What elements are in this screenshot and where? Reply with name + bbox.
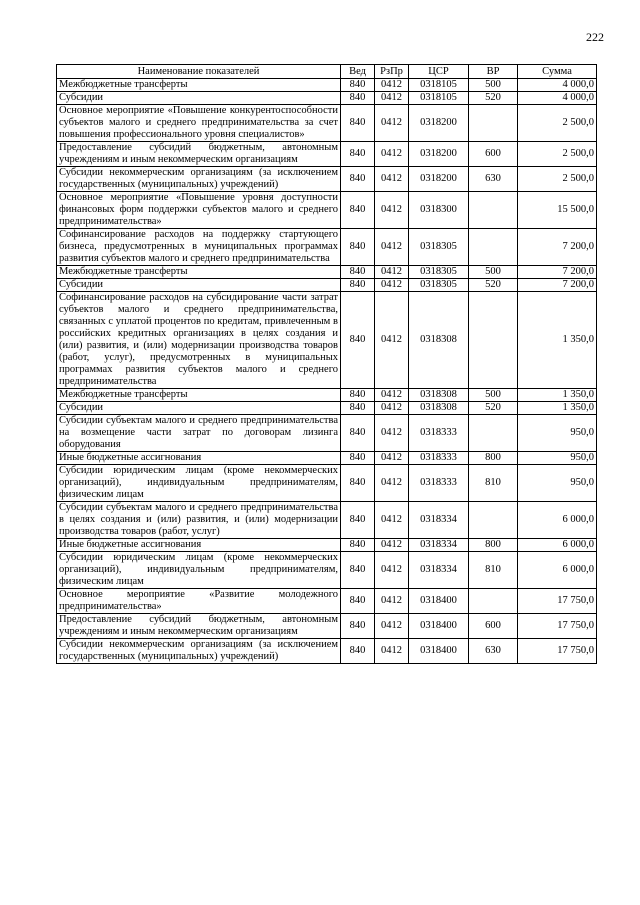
cell-sum: 4 000,0: [518, 79, 597, 92]
cell-rzpr: 0412: [375, 279, 409, 292]
cell-name: Субсидии юридическим лицам (кроме некоммерческих организаций), индивидуальным предпринимателям, физическим лицам: [57, 465, 341, 502]
table-row: [57, 279, 597, 292]
cell-vr: 600: [469, 142, 518, 167]
cell-ved: 840: [341, 105, 375, 142]
cell-csr: 0318308: [409, 402, 469, 415]
cell-rzpr: 0412: [375, 92, 409, 105]
cell-vr: 500: [469, 389, 518, 402]
table-row: [57, 502, 597, 539]
cell-name: Межбюджетные трансферты: [57, 79, 341, 92]
cell-name: Иные бюджетные ассигнования: [57, 452, 341, 465]
cell-sum: 17 750,0: [518, 614, 597, 639]
cell-ved: 840: [341, 79, 375, 92]
cell-ved: 840: [341, 452, 375, 465]
cell-name: Основное мероприятие «Повышение конкурентоспособности субъектов малого и среднего предпринимательства за счет повышения профессионального уровня специалистов»: [57, 105, 341, 142]
cell-csr: 0318400: [409, 639, 469, 664]
table-row: [57, 402, 597, 415]
cell-ved: 840: [341, 142, 375, 167]
cell-name: Основное мероприятие «Повышение уровня доступности финансовых форм поддержки субъектов малого и среднего предпринимательства»: [57, 192, 341, 229]
cell-rzpr: 0412: [375, 167, 409, 192]
cell-sum: 1 350,0: [518, 402, 597, 415]
table-row: [57, 389, 597, 402]
cell-ved: 840: [341, 167, 375, 192]
cell-rzpr: 0412: [375, 552, 409, 589]
cell-vr: [469, 105, 518, 142]
cell-vr: 600: [469, 614, 518, 639]
table-header-row: [57, 65, 597, 79]
header-sum: Сумма: [518, 65, 597, 79]
cell-sum: 17 750,0: [518, 589, 597, 614]
cell-vr: 500: [469, 79, 518, 92]
cell-name: Предоставление субсидий бюджетным, автономным учреждениям и иным некоммерческим организациям: [57, 614, 341, 639]
page-number: 222: [586, 30, 604, 44]
cell-rzpr: 0412: [375, 614, 409, 639]
cell-csr: 0318200: [409, 105, 469, 142]
cell-sum: 950,0: [518, 415, 597, 452]
cell-rzpr: 0412: [375, 105, 409, 142]
cell-csr: 0318334: [409, 502, 469, 539]
cell-sum: 4 000,0: [518, 92, 597, 105]
table-row: [57, 452, 597, 465]
table-row: [57, 614, 597, 639]
cell-sum: 6 000,0: [518, 502, 597, 539]
cell-ved: 840: [341, 389, 375, 402]
cell-rzpr: 0412: [375, 502, 409, 539]
cell-csr: 0318305: [409, 266, 469, 279]
cell-rzpr: 0412: [375, 639, 409, 664]
cell-vr: [469, 192, 518, 229]
cell-rzpr: 0412: [375, 266, 409, 279]
cell-ved: 840: [341, 589, 375, 614]
cell-rzpr: 0412: [375, 79, 409, 92]
cell-sum: 7 200,0: [518, 229, 597, 266]
cell-csr: 0318400: [409, 614, 469, 639]
cell-vr: 800: [469, 452, 518, 465]
table-row: [57, 639, 597, 664]
cell-ved: 840: [341, 266, 375, 279]
table-row: [57, 552, 597, 589]
cell-rzpr: 0412: [375, 192, 409, 229]
table-row: [57, 415, 597, 452]
table-row: [57, 79, 597, 92]
cell-vr: 630: [469, 167, 518, 192]
cell-name: Субсидии некоммерческим организациям (за исключением государственных (муниципальных) учреждений): [57, 167, 341, 192]
cell-sum: 7 200,0: [518, 266, 597, 279]
cell-ved: 840: [341, 402, 375, 415]
cell-ved: 840: [341, 415, 375, 452]
cell-vr: 520: [469, 402, 518, 415]
cell-rzpr: 0412: [375, 589, 409, 614]
cell-csr: 0318400: [409, 589, 469, 614]
cell-vr: [469, 292, 518, 389]
cell-name: Основное мероприятие «Развитие молодежного предпринимательства»: [57, 589, 341, 614]
table-row: [57, 465, 597, 502]
cell-name: Субсидии: [57, 92, 341, 105]
cell-rzpr: 0412: [375, 465, 409, 502]
cell-name: Субсидии субъектам малого и среднего предпринимательства в целях создания и (или) развития, и (или) модернизации производства товаров (работ, услуг): [57, 502, 341, 539]
cell-csr: 0318200: [409, 142, 469, 167]
cell-ved: 840: [341, 502, 375, 539]
cell-vr: [469, 229, 518, 266]
cell-name: Иные бюджетные ассигнования: [57, 539, 341, 552]
cell-name: Субсидии некоммерческим организациям (за исключением государственных (муниципальных) учреждений): [57, 639, 341, 664]
cell-vr: [469, 415, 518, 452]
cell-rzpr: 0412: [375, 539, 409, 552]
cell-csr: 0318305: [409, 279, 469, 292]
cell-rzpr: 0412: [375, 292, 409, 389]
cell-ved: 840: [341, 92, 375, 105]
cell-rzpr: 0412: [375, 452, 409, 465]
cell-rzpr: 0412: [375, 389, 409, 402]
cell-name: Межбюджетные трансферты: [57, 266, 341, 279]
table-row: [57, 192, 597, 229]
cell-name: Субсидии: [57, 402, 341, 415]
cell-name: Субсидии юридическим лицам (кроме некоммерческих организаций), индивидуальным предпринимателям, физическим лицам: [57, 552, 341, 589]
cell-vr: 500: [469, 266, 518, 279]
cell-sum: 6 000,0: [518, 539, 597, 552]
cell-sum: 2 500,0: [518, 142, 597, 167]
cell-sum: 1 350,0: [518, 389, 597, 402]
cell-sum: 950,0: [518, 452, 597, 465]
cell-sum: 17 750,0: [518, 639, 597, 664]
table-row: [57, 266, 597, 279]
cell-rzpr: 0412: [375, 415, 409, 452]
cell-name: Субсидии субъектам малого и среднего предпринимательства на возмещение части затрат по договорам лизинга оборудования: [57, 415, 341, 452]
cell-sum: 7 200,0: [518, 279, 597, 292]
header-name: Наименование показателей: [57, 65, 341, 79]
cell-name: Софинансирование расходов на поддержку стартующего бизнеса, предусмотренных в муниципальных программах развития субъектов малого и среднего предпринимательства: [57, 229, 341, 266]
table-row: [57, 539, 597, 552]
cell-csr: 0318105: [409, 79, 469, 92]
table-row: [57, 589, 597, 614]
cell-ved: 840: [341, 229, 375, 266]
cell-csr: 0318105: [409, 92, 469, 105]
cell-vr: 520: [469, 92, 518, 105]
budget-table: [56, 64, 597, 664]
header-ved: Вед: [341, 65, 375, 79]
header-vr: ВР: [469, 65, 518, 79]
table-row: [57, 105, 597, 142]
cell-name: Субсидии: [57, 279, 341, 292]
header-csr: ЦСР: [409, 65, 469, 79]
table-row: [57, 229, 597, 266]
cell-sum: 6 000,0: [518, 552, 597, 589]
cell-csr: 0318300: [409, 192, 469, 229]
table-row: [57, 142, 597, 167]
cell-csr: 0318333: [409, 465, 469, 502]
cell-csr: 0318333: [409, 452, 469, 465]
cell-rzpr: 0412: [375, 229, 409, 266]
cell-csr: 0318305: [409, 229, 469, 266]
cell-rzpr: 0412: [375, 402, 409, 415]
cell-csr: 0318334: [409, 552, 469, 589]
cell-csr: 0318334: [409, 539, 469, 552]
cell-name: Межбюджетные трансферты: [57, 389, 341, 402]
cell-vr: [469, 502, 518, 539]
cell-name: Предоставление субсидий бюджетным, автономным учреждениям и иным некоммерческим организациям: [57, 142, 341, 167]
cell-csr: 0318333: [409, 415, 469, 452]
cell-ved: 840: [341, 279, 375, 292]
cell-sum: 2 500,0: [518, 167, 597, 192]
table-row: [57, 167, 597, 192]
header-rzpr: РзПр: [375, 65, 409, 79]
table-row: [57, 292, 597, 389]
cell-csr: 0318200: [409, 167, 469, 192]
cell-ved: 840: [341, 539, 375, 552]
cell-ved: 840: [341, 465, 375, 502]
cell-sum: 950,0: [518, 465, 597, 502]
cell-sum: 2 500,0: [518, 105, 597, 142]
cell-ved: 840: [341, 614, 375, 639]
cell-vr: 520: [469, 279, 518, 292]
cell-vr: [469, 589, 518, 614]
cell-vr: 810: [469, 465, 518, 502]
cell-sum: 15 500,0: [518, 192, 597, 229]
cell-ved: 840: [341, 192, 375, 229]
cell-ved: 840: [341, 639, 375, 664]
cell-vr: 800: [469, 539, 518, 552]
cell-sum: 1 350,0: [518, 292, 597, 389]
cell-name: Софинансирование расходов на субсидирование части затрат субъектов малого и среднего предпринимательства, связанных с уплатой процентов по кредитам, привлеченным в российских кредитных организациях в целях создания и (или) развития, и (или) модернизации производства товаров (работ, услуг), предусмотренных в муниципальных программах развития субъектов малого и среднего предпринимательства: [57, 292, 341, 389]
cell-vr: 810: [469, 552, 518, 589]
cell-csr: 0318308: [409, 389, 469, 402]
cell-rzpr: 0412: [375, 142, 409, 167]
cell-vr: 630: [469, 639, 518, 664]
cell-ved: 840: [341, 292, 375, 389]
cell-csr: 0318308: [409, 292, 469, 389]
cell-ved: 840: [341, 552, 375, 589]
table-row: [57, 92, 597, 105]
